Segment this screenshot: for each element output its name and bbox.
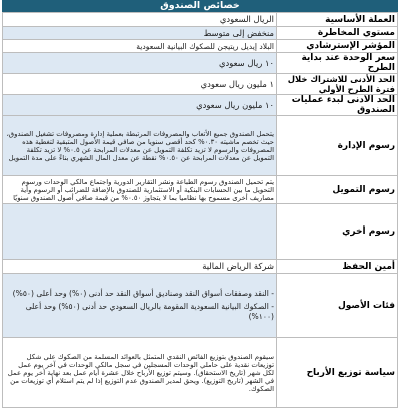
asset-class-line: - الصكوك البيانية السعودية المقومة بالريال السعودي حد أدنى (٥٠%) وحد أعلى (١٠٠%) [25, 302, 274, 321]
section-title: خصائص الصندوق [2, 0, 398, 12]
row-value [3, 204, 277, 260]
table-row [3, 13, 398, 27]
row-value: سيقوم الصندوق بتوزيع الفائض النقدي المتمثل بالعوائد المسلمة من الصكوك على شكل توزيعات نقدية على حاملي الوحدات المسجلين في سجل مالكي الوحدات في آخر يوم عمل لكل شهر (تاريخ الاستحقاق). وسيتم توزيع الأرباح خلال عشرة أيام عمل بعد نهاية آخر يوم عمل في الشهر (تاريخ التوزيع). ويحق لمدير الصندوق عدم التوزيع إذا لم يتم استلام أي توزيعات من الصكوك. [3, 338, 277, 408]
row-label: أمين الحفظ [277, 260, 398, 274]
table-row [3, 53, 398, 74]
row-value: ١ مليون ريال سعودي [3, 74, 277, 95]
asset-class-line: - النقد وصفقات أسواق النقد وصناديق أسواق النقد حد أدنى (٠%) وحد أعلى (٥٠%) [12, 289, 274, 298]
row-value: يتم تحميل الصندوق رسوم الطباعة ونشر التقارير الدورية واجتماع مالكي الوحدات ورسوم التحويل ما بين الحسابات البنكية أو الاستثمارية للصندوق بالإضافة للضرائب أو الرسوم وأية مصاريف أخرى مسموح بها نظاميا بما لا يتجاوز ٠.٥٠% من قيمة صافي أصول الصندوق سنويًا [3, 176, 277, 204]
row-label: العملة الأساسية [277, 13, 398, 27]
row-label: رسوم أخري [277, 204, 398, 260]
row-value: الريال السعودي [3, 13, 277, 27]
row-label: فئات الأصول [277, 274, 398, 338]
row-label: الحد الأدنى لبدء عمليات الصندوق [277, 95, 398, 116]
row-value: شركة الرياض المالية [3, 260, 277, 274]
row-value: ١٠ ريال سعودي [3, 53, 277, 74]
table-row [3, 338, 398, 408]
table-row [3, 260, 398, 274]
row-value: البلاد إيديل ريتيجن للصكوك البيانية السعودية [3, 40, 277, 53]
row-label: الحد الأدنى للاشتراك خلال فترة الطرح الأولي [277, 74, 398, 95]
fund-characteristics [2, 0, 398, 400]
table-row [3, 40, 398, 53]
row-value: ١٠ مليون ريال سعودي [3, 95, 277, 116]
table-row [3, 27, 398, 40]
row-label: سعر الوحدة عند بداية الطرح [277, 53, 398, 74]
row-value [3, 274, 277, 338]
table-row [3, 95, 398, 116]
row-label: سياسة توزيع الأرباح [277, 338, 398, 408]
row-value: يتحمل الصندوق جميع الأتعاب والمصروفات المرتبطة بعملية إدارة ومصروفات تشغيل الصندوق، حيث تخصم ماشيته ٠.٣٠% كحد أقصى سنويا من صافي قيمة الأصول المتبقية لتغطية هذه المصروفات والرسوم لا تزيد تكلفة التمويل عن معدلات المرابحة عن ٠.٥% لا تزيد تكلفة التمويل عن معدلات المرابحة عن ٠.٥٠% نقطة عن معدل المال الشهري بناءً على مدة التمويل [3, 116, 277, 176]
row-label: المؤشر الإسترشادي [277, 40, 398, 53]
table-row [3, 176, 398, 204]
row-value: منخفض إلى متوسط [3, 27, 277, 40]
row-label: مستوي المخاطرة [277, 27, 398, 40]
table-row [3, 74, 398, 95]
table-row [3, 204, 398, 260]
fund-table [2, 12, 398, 408]
row-label: رسوم الإدارة [277, 116, 398, 176]
table-row [3, 116, 398, 176]
table-row [3, 274, 398, 338]
row-label: رسوم التمويل [277, 176, 398, 204]
